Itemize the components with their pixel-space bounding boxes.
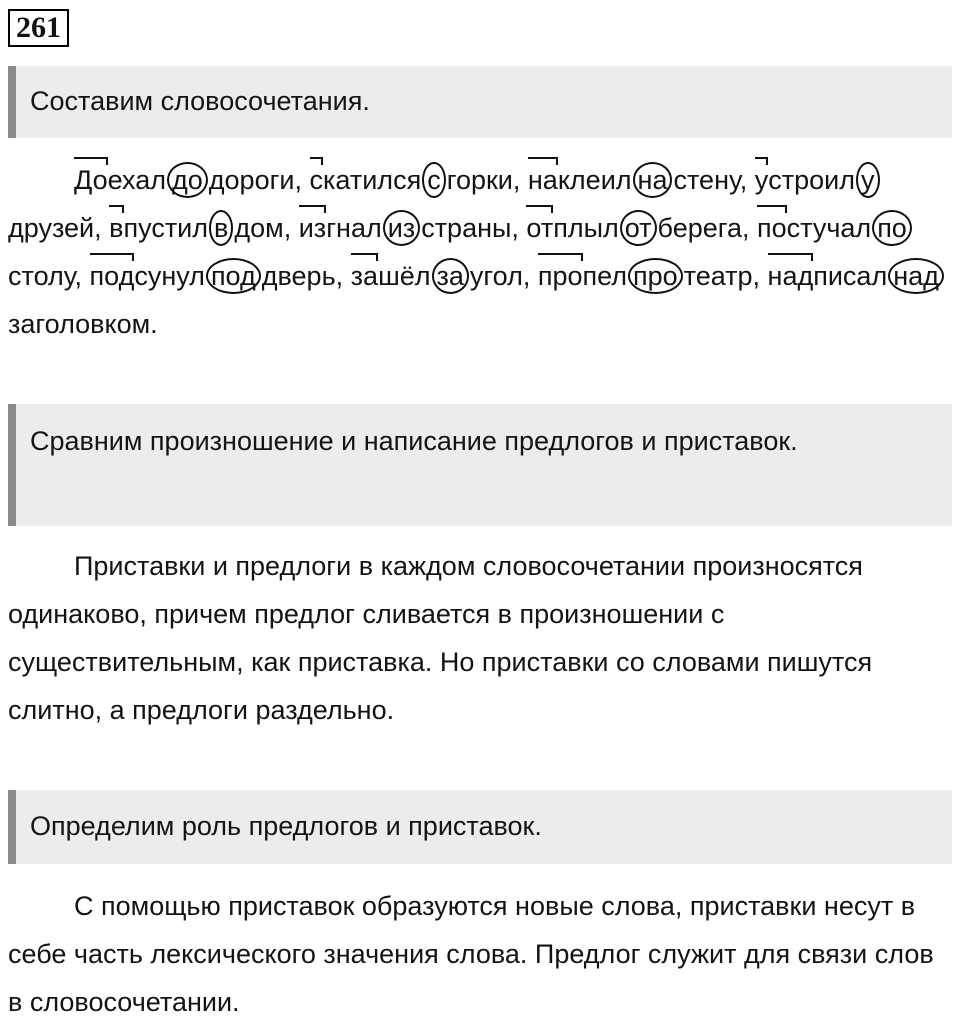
- noun: дороги,: [208, 165, 310, 195]
- prefix-mark: за: [351, 252, 378, 300]
- noun: дом,: [234, 213, 299, 243]
- prefix-mark: от: [526, 204, 553, 252]
- noun: берега,: [657, 213, 758, 243]
- phrase: [299, 213, 527, 243]
- prefix-mark: у: [755, 156, 769, 204]
- preposition-circle: с: [422, 162, 446, 198]
- phrase: [526, 213, 757, 243]
- prefix-mark: про: [538, 252, 583, 300]
- verb-root: стучал: [786, 213, 872, 243]
- phrase-list: [8, 165, 945, 339]
- section-heading-compare: Сравним произношение и написание предлогов и приставок.: [8, 404, 952, 526]
- phrase: [90, 261, 351, 291]
- verb-root: плыл: [553, 213, 619, 243]
- prefix-mark: на: [528, 156, 558, 204]
- preposition-circle: по: [872, 210, 912, 246]
- verb-root: пел: [582, 261, 627, 291]
- noun: друзей,: [8, 213, 110, 243]
- noun: дверь,: [261, 261, 351, 291]
- task-number: 261: [8, 9, 69, 47]
- verb-root: клеил: [557, 165, 632, 195]
- noun: угол,: [469, 261, 538, 291]
- verb-root: писал: [813, 261, 888, 291]
- phrase: [74, 165, 310, 195]
- noun: театр,: [683, 261, 768, 291]
- section-heading-role: Определим роль предлогов и приставок.: [8, 790, 952, 864]
- prefix-mark: с: [310, 156, 324, 204]
- noun: столу,: [8, 261, 90, 291]
- phrase: [538, 261, 768, 291]
- prefix-mark: по: [757, 204, 787, 252]
- noun: заголовком.: [8, 309, 158, 339]
- preposition-circle: про: [628, 258, 683, 294]
- verb-root: пустил: [123, 213, 209, 243]
- prefix-mark: в: [109, 204, 123, 252]
- phrases-paragraph: [8, 156, 948, 348]
- verb-root: катился: [323, 165, 422, 195]
- phrase: [109, 213, 299, 243]
- noun: горки,: [446, 165, 528, 195]
- phrase: [528, 165, 755, 195]
- preposition-circle: в: [209, 210, 233, 246]
- preposition-circle: у: [856, 162, 880, 198]
- verb-root: ехал: [107, 165, 166, 195]
- prefix-mark: из: [299, 204, 326, 252]
- preposition-circle: на: [633, 162, 673, 198]
- phrase: [310, 165, 528, 195]
- section-heading-compose: Составим словосочетания.: [8, 66, 952, 138]
- verb-root: шёл: [378, 261, 431, 291]
- noun: страны,: [421, 213, 527, 243]
- preposition-circle: за: [432, 258, 469, 294]
- preposition-circle: под: [206, 258, 261, 294]
- verb-root: сунул: [134, 261, 205, 291]
- answer-pronunciation: Приставки и предлоги в каждом словосочетании произносятся одинаково, причем предлог сливается в произношении с существительным, как приставка. Но приставки со словами пишутся слитно, а предлоги раздельно.: [8, 551, 873, 725]
- preposition-circle: над: [888, 258, 944, 294]
- phrase: [351, 261, 538, 291]
- prefix-mark: До: [74, 156, 108, 204]
- noun: стену,: [673, 165, 755, 195]
- prefix-mark: над: [768, 252, 814, 300]
- preposition-circle: от: [620, 210, 657, 246]
- prefix-mark: под: [90, 252, 135, 300]
- verb-root: строил: [768, 165, 856, 195]
- preposition-circle: до: [167, 162, 208, 198]
- answer-role: С помощью приставок образуются новые слова, приставки несут в себе часть лексического значения слова. Предлог служит для связи слов в словосочетании.: [8, 891, 934, 1017]
- preposition-circle: из: [383, 210, 420, 246]
- verb-root: гнал: [326, 213, 382, 243]
